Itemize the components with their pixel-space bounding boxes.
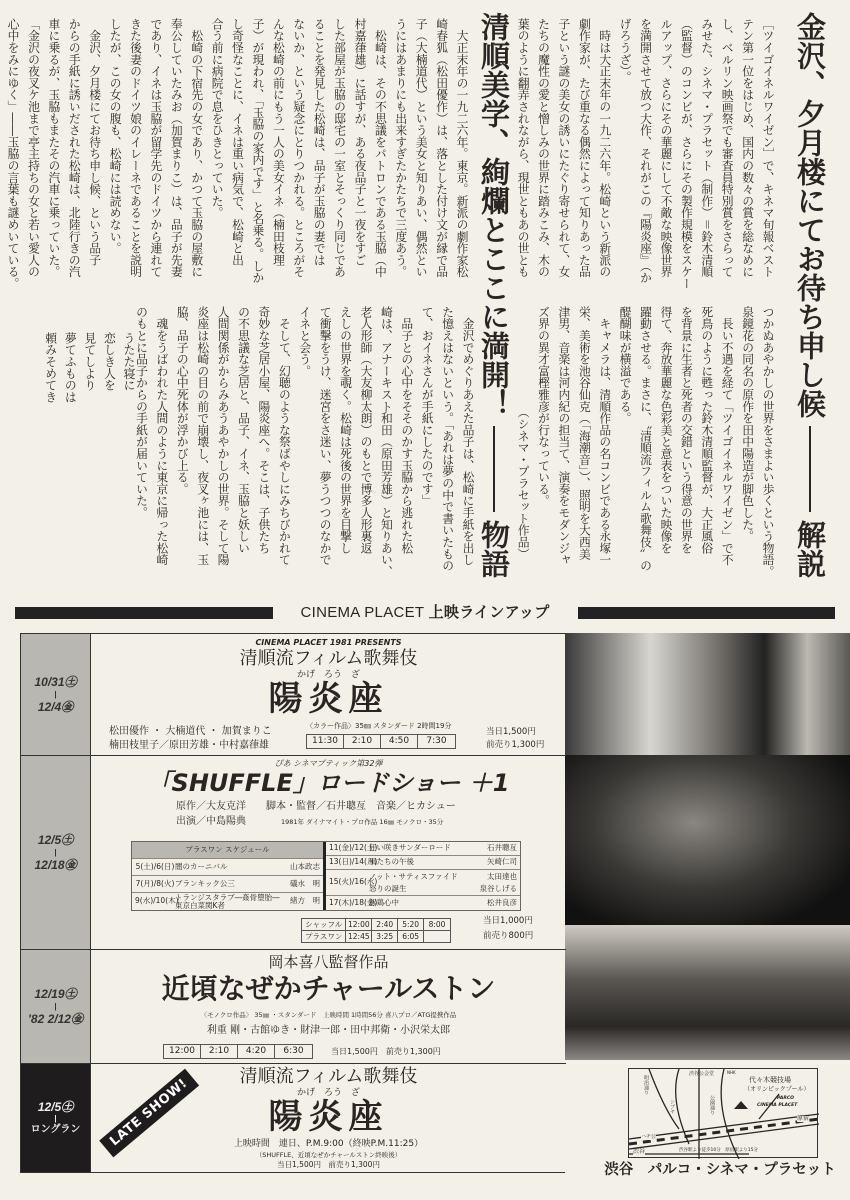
text-line: 奉公していたみお（加賀まりこ）は、品子が先妻 <box>169 18 184 278</box>
schedule-director: 礒水 明 <box>290 878 320 888</box>
date-separator: | <box>54 847 57 857</box>
schedule-row <box>132 876 323 893</box>
film-showtime: 上映時間 連日、P.M.9:00（終映P.M.11:25） <box>233 1139 424 1149</box>
text-line: イネと会う。 <box>297 306 312 377</box>
text-line: 炎座は松崎の目の前で崩壊し、夜叉ヶ池には、玉 <box>195 306 210 566</box>
text-line: の不思議な芝居と、品子、イネ、玉脇と妖しい <box>236 306 251 554</box>
train-line <box>629 1119 819 1144</box>
date-to: '82 2/12㊎ <box>28 1011 83 1026</box>
lineup-header <box>0 603 850 622</box>
showtime: 2:10 <box>344 735 381 748</box>
film-still-charleston <box>565 925 850 1060</box>
commentary-label: 解説 <box>793 520 827 578</box>
film-series: 清順流フィルム歌舞伎 <box>239 1066 418 1087</box>
lineup-title-en: CINEMA PLACET <box>300 604 425 621</box>
schedule-date: 17(木)/18(金) <box>329 897 378 907</box>
film-title: 陽炎座 <box>268 1097 389 1137</box>
showtime-label: シャッフル <box>302 919 346 930</box>
showtime <box>424 931 450 942</box>
date-to: 12/18㊎ <box>34 857 77 872</box>
film-row-shuffle <box>21 756 566 950</box>
access-map <box>628 1068 818 1158</box>
price-advance: 前売り1,300円 <box>486 740 545 750</box>
date-separator: | <box>54 689 57 699</box>
showtime: 6:05 <box>398 931 424 942</box>
showtime: 4:50 <box>381 735 418 748</box>
film-title: 近頃なぜかチャールストン <box>161 972 496 1005</box>
schedule-date: 13(日)/14(月) <box>329 857 378 867</box>
price-advance: 前売り800円 <box>483 931 534 941</box>
commentary-title: 金沢、夕月楼にてお待ち申し候 <box>793 12 827 418</box>
text-line: ることを発見した松崎は、品子が玉脇の妻では <box>312 18 327 266</box>
price-door: 当日1,000円 <box>483 916 533 926</box>
text-line: 長い不遇を経て「ツイゴイネルワイゼン」で不 <box>720 306 735 566</box>
text-line: ルアップ、さらにその華麗にして不敵な映像世界 <box>658 18 673 278</box>
text-line: うたた寝に <box>122 332 136 391</box>
film-still-kagero-za <box>565 633 850 755</box>
text-line: 金沢でめぐりあえた品子は、松崎に手紙を出し <box>461 306 475 566</box>
schedule-film-line: 東京白菜関K者 <box>175 900 225 910</box>
text-line: 頼みそめてき <box>43 332 58 403</box>
text-line: したが、この女の腹も、松崎には読めない。 <box>108 18 123 254</box>
film-format: 〈モノクロ作品〉 35㎜ ・スタンダード 上映時間 1時間56分 喜八プロ／ATG提携作品 <box>200 1011 457 1019</box>
map-label-hall: 渋谷公会堂 <box>689 1071 715 1077</box>
text-line: 夢てふものは <box>63 332 78 403</box>
film-row-late-show <box>21 1064 566 1172</box>
presents-label: CINEMA PLACET 1981 PRESENTS <box>255 638 402 647</box>
text-line: 見てしより <box>82 332 97 391</box>
schedule-row <box>326 870 520 896</box>
text-line: 葉のように翻弄されながら、現世ともあの世とも <box>516 18 531 278</box>
date-from: 12/19㊏ <box>34 987 77 1002</box>
showtime-label: プラスワン <box>302 931 346 942</box>
film-ruby: かげ ろう ざ <box>296 670 360 680</box>
date-cell <box>21 634 91 755</box>
text-line: 死鳥のように甦った鈴木清順監督が、大正風俗 <box>699 306 714 554</box>
heading-rule <box>493 426 495 512</box>
text-line: げろうざ）。 <box>618 18 633 83</box>
text-line: 醍醐味が横溢である。 <box>618 306 633 424</box>
map-label-hachiko: ハチ公 <box>641 1134 657 1140</box>
text-line: 子という謎の美女の誘いにたぐり寄せられて、女 <box>556 18 571 278</box>
film-still-shuffle <box>565 755 850 925</box>
text-line: 奇妙な芝居小屋、陽炎座へ。そこは、子供たち <box>256 306 271 554</box>
text-line: うにはあまりにも出来すぎたかたちで三度あう。 <box>393 18 408 278</box>
film-ruby: かげ ろう ざ <box>296 1088 360 1098</box>
schedule-director: 矢崎仁司 <box>487 857 517 867</box>
date-from: 12/5㊏ <box>37 833 74 848</box>
road <box>721 1069 739 1159</box>
text-line: 脇、品子の心中死体が浮かび上る。 <box>175 306 190 495</box>
schedule-date: 5(土)/6(日) <box>135 861 175 871</box>
text-line: 時は大正末年の一九二六年。松崎という新派の <box>597 18 612 278</box>
text-line: 老人形師（大友柳太朗）のもとで博多人形裏返 <box>358 306 373 554</box>
text-line: のもとに品子からの手紙が届いていた。 <box>134 306 149 519</box>
date-to: 12/4㊎ <box>37 699 74 714</box>
text-line: て衝撃をうけ、迷宮をさ迷い、夢うつつのなかで <box>318 306 333 566</box>
theater-name: 渋谷 パルコ・シネマ・プラセット <box>604 1162 836 1178</box>
film-credits-2: 出演／中島陽典 <box>176 816 246 827</box>
commentary-lower-text <box>513 306 778 577</box>
text-line: を満開させて放つ大作、それがこの『陽炎座』（か <box>638 18 653 284</box>
text-line: 人間関係がからみあうあやかしの世界。そして陽 <box>216 306 231 566</box>
text-line: みせた、シネマ・プラセット（制作）＝鈴木清順 <box>699 18 714 278</box>
showtime: 11:30 <box>307 735 344 748</box>
film-note: （SHUFFLE、近頃なぜかチャールストン終映後） <box>255 1151 402 1159</box>
text-line: 村嘉葎雄）に話すが、ある夜品子と一夜をすご <box>352 18 367 266</box>
showtime: 12:00 <box>346 919 372 930</box>
map-label-shibuya: 渋谷 <box>633 1148 646 1155</box>
schedule-director <box>480 871 518 895</box>
text-line: た憶えはないという。「あれは夢の中で書いたもの <box>440 306 455 572</box>
schedule-director-line: 泉谷しげる <box>479 883 517 893</box>
text-line: 松崎は、その不思議をパトロンである玉脇（中 <box>373 18 388 278</box>
map-directions: 渋谷駅より徒歩10分 原宿駅より15分 <box>679 1148 758 1153</box>
schedule-header <box>132 842 323 859</box>
showtime: 5:20 <box>398 919 424 930</box>
price-door: 当日1,500円 <box>486 727 536 737</box>
lineup-table <box>20 633 565 1173</box>
text-line: たちの魔性の愛と憎しみの世界に踏みこみ、木の <box>536 18 551 278</box>
date-separator: | <box>54 1001 57 1011</box>
film-series: 清順流フィルム歌舞伎 <box>239 648 418 669</box>
text-line: 松崎の下宿先の女であり、かつて玉脇の屋敷に <box>189 18 204 278</box>
showtime: 12:45 <box>346 931 372 942</box>
schedule-film <box>175 894 290 910</box>
map-label-parco: PARCO <box>777 1096 794 1101</box>
text-line: （監督）のコンビが、さらにその製作規模をスケー <box>679 18 694 290</box>
commentary-upper-text <box>513 18 778 289</box>
film-director-credit: 岡本喜八監督作品 <box>268 953 389 971</box>
text-line: 金沢、夕月楼にてお待ち申し候、という品子 <box>87 18 102 266</box>
schedule-row <box>132 859 323 876</box>
story-heading <box>474 12 514 578</box>
cinema-marker-icon <box>734 1101 748 1109</box>
date-cell <box>21 756 91 949</box>
text-line: 子（大楠道代）という美女と知りあい、偶然とい <box>414 18 429 278</box>
text-line: きた後妻のドイツ娘のイレーネであることを説明 <box>128 18 143 278</box>
date-cell <box>21 950 91 1063</box>
showtime: 6:30 <box>283 1046 304 1056</box>
text-line: えしの世界を覗く。松崎は死後の世界を目撃し <box>338 306 353 554</box>
text-line: ないか、という疑念にとりつかれる。ところがそ <box>291 18 306 278</box>
text-line: からの手紙に誘いだされた松崎は、北陸行きの汽 <box>67 18 82 278</box>
schedule-film: 風たちの午後 <box>369 857 414 867</box>
schedule-film: 狂い咲きサンダーロード <box>369 843 451 853</box>
railway <box>629 1124 819 1149</box>
text-line: 津男、音楽は河内紀の担当て、演奏をモダンジャ <box>556 306 571 566</box>
heading-rule <box>809 426 811 512</box>
text-line: を背景に生者と死者の交錯という得意の世界を <box>679 306 694 554</box>
schedule-left <box>132 842 326 910</box>
schedule-director: 緒方 明 <box>290 896 320 906</box>
showtime: 3:25 <box>372 931 398 942</box>
text-line: した部屋が玉脇の邸宅の一室とそっくり同じであ <box>332 18 347 278</box>
price: 当日1,500円 前売り1,300円 <box>331 1047 441 1056</box>
showtime: 2:40 <box>372 919 398 930</box>
text-line: て、おイネさんが手紙にしたのです」 <box>420 306 435 507</box>
film-row-kagero-za <box>21 634 566 756</box>
schedule-date: 7(月)/8(火) <box>135 878 175 888</box>
schedule-date: 9(水)/10(木) <box>135 896 179 906</box>
text-line: であり、イネは玉脇が留学先のドイツから連れて <box>148 18 163 278</box>
text-line: 得て、奔放華麗な色彩美と意表をついた映像を <box>658 306 673 554</box>
schedule-director: 松井良彦 <box>487 897 517 907</box>
commentary-heading <box>790 12 830 578</box>
showtimes <box>163 1044 313 1059</box>
text-line: テン第一位をはじめ、国内の数々の賞を総なめに <box>740 18 755 278</box>
map-label-cinema: CINEMA PLACET <box>757 1103 798 1108</box>
film-format: 〈カラー作品〉35㎜ スタンダード 2時間19分 <box>306 722 452 730</box>
text-line: 崎春狐（松田優作）は、落とした付け文が縁で品 <box>434 18 449 278</box>
schedule-date: 11(金)/12(土) <box>329 843 378 853</box>
showtime-row <box>302 919 450 931</box>
showtimes <box>306 734 456 749</box>
schedule-film <box>369 871 480 895</box>
schedule-title: プラスワン スケジュール <box>185 844 270 854</box>
film-info <box>91 1064 566 1172</box>
schedule-director-line: 太田達也 <box>487 871 517 881</box>
date-from: 12/5㊏ <box>37 1099 74 1114</box>
text-line: 品子との心中をそそのかす玉脇から逃れた松 <box>399 306 414 554</box>
map-label-shibuya-street: シブヤ <box>669 1099 675 1114</box>
film-credits-1: 原作／大友克洋 脚本・監督／石井聰亙 音楽／ヒカシュー <box>176 801 456 812</box>
story-lower-text <box>131 306 478 577</box>
text-line: 魂をうばわれた人間のように東京に帰った松崎 <box>154 306 169 566</box>
price: 当日1,500円 前売り1,300円 <box>277 1160 380 1169</box>
schedule-film: ブランキック公三 <box>175 878 235 888</box>
text-line: つかぬあやかしの世界をさまよい歩くという物語。 <box>761 306 775 578</box>
schedule-film: 闇のカーニバル <box>175 861 228 871</box>
map-label-meiji-dori: 明治通り <box>643 1075 649 1095</box>
film-format: 1981年 ダイナマイト・プロ作品 16㎜ モノクロ・35分 <box>281 818 444 826</box>
film-title: 陽炎座 <box>268 679 389 719</box>
lineup-title-jp: 上映ラインアップ <box>428 603 550 621</box>
schedule-director: 山本政志 <box>290 861 320 871</box>
schedule-row <box>326 842 520 856</box>
text-line: 恋しき人を <box>102 332 117 391</box>
showtime: 8:00 <box>428 920 446 929</box>
film-title: 「SHUFFLE」ロードショー ＋1 <box>147 769 510 797</box>
schedule-row <box>326 856 520 870</box>
schedule-film-line: 怒りの誕生 <box>369 883 407 893</box>
showtime: 12:00 <box>164 1045 201 1058</box>
text-line: 合う前に病院で息をひきとっていた。 <box>210 18 225 219</box>
schedule-film-line: ノット・サティスファイド <box>369 871 458 881</box>
text-line: 心中をみにゆく」――玉脇の言葉も謎めいている。 <box>6 18 21 290</box>
schedule-right <box>326 842 520 910</box>
showtime: 4:20 <box>238 1045 275 1058</box>
schedule-row <box>132 893 323 910</box>
text-line: 大正末年の一九二六年。東京。新派の劇作家松 <box>455 18 469 278</box>
schedule-film-line: トランジスタラブ―姦骨墮胎― <box>175 892 280 902</box>
showtime: 2:10 <box>201 1045 238 1058</box>
text-line: そして、幻聴のような祭ばやしにみちびかれて <box>277 306 292 566</box>
showtimes-shuffle <box>301 918 451 943</box>
film-row-charleston <box>21 950 566 1064</box>
late-show-badge: LATE SHOW! <box>99 1068 199 1157</box>
map-label-stadium: 代々木競技場 <box>749 1076 791 1084</box>
text-line: ［ツイゴイネルワイゼン］で、キネマ旬報ベスト <box>761 18 775 278</box>
story-upper-text <box>3 18 472 289</box>
schedule-director: 石井聰亙 <box>487 843 517 853</box>
story-title: 清順美学、絢爛とここに満開！ <box>477 12 511 418</box>
text-line: し、ベルリン映画祭でも審査員特別賞をさらって <box>720 18 735 278</box>
map-label-nhk: NHK <box>727 1070 736 1075</box>
film-cast: 利重 剛・古館ゆき・財津一郎・田中邦衛・小沢栄太郎 <box>206 1025 451 1036</box>
text-line: 躍動させる。まさに、〝清順流フィルム歌舞伎〟の <box>638 306 653 572</box>
showtime: 7:30 <box>426 736 447 746</box>
date-to: ロングラン <box>30 1124 81 1136</box>
film-cast-1: 松田優作 ・ 大楠道代 ・ 加賀まりこ <box>109 726 272 737</box>
film-info <box>91 634 566 755</box>
story-label: 物語 <box>477 520 511 578</box>
text-line: キャメラは、清順作品の名コンビである永塚一 <box>597 306 612 566</box>
date-from: 10/31㊏ <box>34 675 77 690</box>
film-cast-2: 楠田枝里子／原田芳雄・中村嘉葎雄 <box>109 740 269 751</box>
map-label-pool: （オリンピックプール） <box>744 1086 810 1093</box>
text-line: 劇作家が、たび重なる偶然によって知りあった品 <box>577 18 592 278</box>
text-line: ズ界の異才富樫雅彦が行なっている。 <box>536 306 551 507</box>
text-line: 車に乗るが、玉脇もまたその汽車に乗っていた。 <box>46 18 61 278</box>
text-line: 子）が現われ、「玉脇の家内です」と名乗る。しか <box>250 18 265 284</box>
showtime-row <box>302 931 450 942</box>
text-line: 栄、美術を池谷仙克（「海潮音」）、照明を大西美 <box>577 306 592 560</box>
text-line: 泉鏡花の同名の原作を田中陽造が脚色した。 <box>740 306 755 542</box>
text-line: 「金沢の夜叉ケ池まで亭主持ちの女と若い愛人の <box>26 18 41 278</box>
map-label-harajuku: 原宿 <box>797 1115 810 1122</box>
text-line: んな松崎の前にもう一人の美女イネ（楠田枝理 <box>271 18 286 266</box>
plus-one-schedule <box>131 841 521 911</box>
poem <box>40 332 138 403</box>
presents-label: ぴあ シネマプティック第32弾 <box>274 759 383 768</box>
text-line: し奇怪なことに、イネは重い病気で、松崎と出 <box>230 18 245 266</box>
map-label-koen-dori: 公園通り <box>709 1095 715 1115</box>
film-info <box>91 756 566 949</box>
schedule-film: 豚鶏心中 <box>369 897 399 907</box>
text-line: 崎は、アナーキスト和田（原田芳雄）と知りあい、 <box>379 306 394 578</box>
film-info <box>91 950 566 1063</box>
schedule-date: 15(火)/16(水) <box>329 877 378 887</box>
schedule-row <box>326 896 520 910</box>
text-line: （シネマ・プラセット作品） <box>516 306 531 560</box>
date-separator: | <box>54 1114 57 1124</box>
date-cell <box>21 1064 91 1172</box>
